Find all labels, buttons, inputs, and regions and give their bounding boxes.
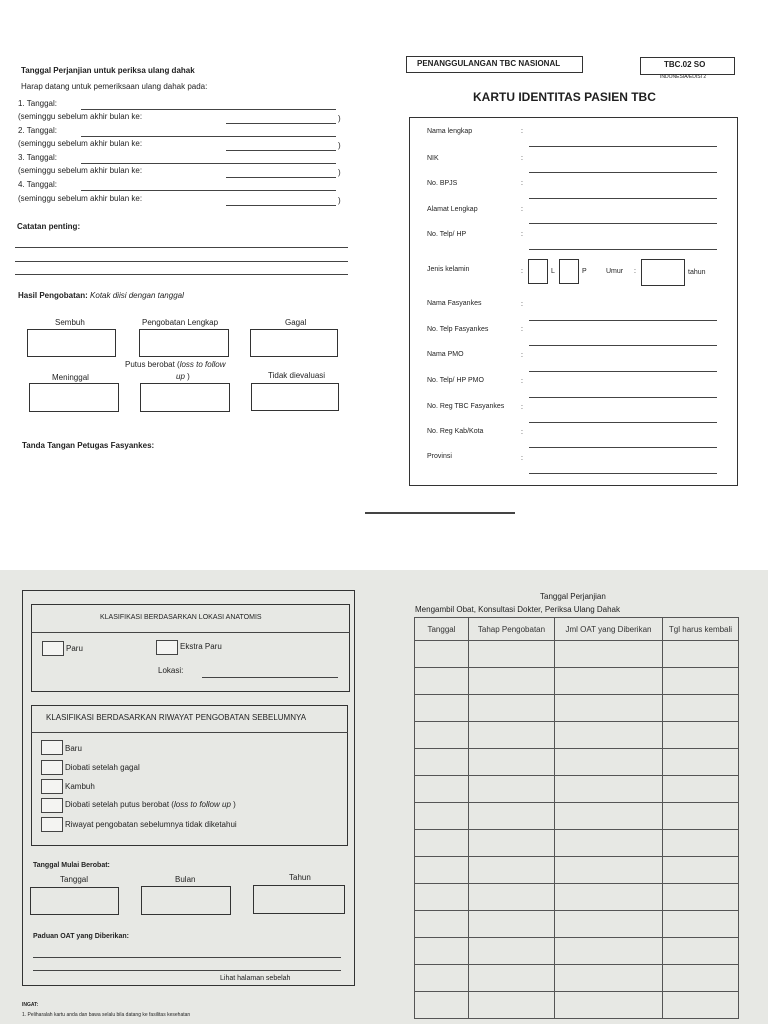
result-box-not-evaluated[interactable] — [251, 383, 339, 411]
start-day-input[interactable] — [30, 887, 119, 915]
identity-field-colon: : — [521, 326, 523, 333]
schedule-cell[interactable] — [469, 992, 555, 1019]
remember-title: INGAT: — [22, 1002, 39, 1008]
regimen-label: Paduan OAT yang Diberikan: — [33, 933, 129, 940]
schedule-header-row — [415, 618, 739, 641]
history-ltfu-close: ) — [233, 800, 236, 809]
schedule-cell[interactable] — [415, 749, 469, 776]
identity-field-input[interactable] — [529, 198, 717, 199]
form-edition: INDONESIA/EDISI 2 — [660, 74, 707, 80]
schedule-cell[interactable] — [663, 749, 739, 776]
schedule-cell[interactable] — [415, 803, 469, 830]
history-ltfu-text: Diobati setelah putus berobat ( — [65, 800, 174, 809]
schedule-col-phase: Tahap Pengobatan — [469, 618, 555, 641]
appointment-month-field[interactable] — [226, 177, 336, 178]
identity-field-colon: : — [521, 404, 523, 411]
schedule-cell[interactable] — [555, 803, 663, 830]
table-row — [415, 830, 739, 857]
table-row — [415, 884, 739, 911]
schedule-cell[interactable] — [469, 965, 555, 992]
location-label: Lokasi: — [158, 666, 184, 675]
gender-male-label: L — [551, 268, 555, 275]
history-checkbox-after-ltfu[interactable] — [41, 798, 63, 813]
appointment-month-note: (seminggu sebelum akhir bulan ke: — [18, 194, 143, 203]
result-box-lost[interactable] — [140, 383, 230, 412]
notes-line[interactable] — [15, 274, 348, 275]
result-label-sembuh: Sembuh — [55, 318, 85, 327]
history-checkbox-unknown[interactable] — [41, 817, 63, 832]
schedule-cell[interactable] — [469, 938, 555, 965]
schedule-cell[interactable] — [663, 965, 739, 992]
schedule-cell[interactable] — [555, 668, 663, 695]
identity-field-label: No. Telp/ HP PMO — [427, 377, 484, 384]
start-year-input[interactable] — [253, 885, 345, 914]
appointment-close-paren: ) — [338, 114, 341, 123]
result-box-sembuh[interactable] — [27, 329, 116, 357]
schedule-cell[interactable] — [663, 722, 739, 749]
identity-field-colon: : — [521, 128, 523, 135]
table-row — [415, 938, 739, 965]
appointment-month-field[interactable] — [226, 150, 336, 151]
results-title: Hasil Pengobatan: — [18, 291, 88, 300]
appointment-close-paren: ) — [338, 168, 341, 177]
program-name: PENANGGULANGAN TBC NASIONAL — [417, 59, 561, 68]
table-row — [415, 641, 739, 668]
identity-field-input[interactable] — [529, 447, 717, 448]
paru-label: Paru — [66, 644, 83, 653]
schedule-col-oat-count: Jml OAT yang Diberikan — [555, 618, 663, 641]
anatomic-title: KLASIFIKASI BERDASARKAN LOKASI ANATOMIS — [100, 614, 262, 621]
identity-field-label: No. Telp Fasyankes — [427, 326, 489, 333]
identity-field-input[interactable] — [529, 473, 717, 474]
identity-field-colon: : — [521, 268, 523, 275]
schedule-cell[interactable] — [469, 722, 555, 749]
schedule-cell[interactable] — [663, 938, 739, 965]
appointment-date-label: 2. Tanggal: — [18, 126, 57, 135]
result-box-failed[interactable] — [250, 329, 338, 357]
identity-field-label: No. Telp/ HP — [427, 231, 467, 238]
schedule-body — [415, 641, 739, 1019]
result-label-failed: Gagal — [285, 318, 307, 327]
schedule-cell[interactable] — [555, 938, 663, 965]
regimen-line[interactable] — [33, 957, 341, 958]
identity-field-label: Nama PMO — [427, 351, 464, 358]
gender-female-label: P — [582, 268, 587, 275]
result-lost-italic-2: up — [176, 372, 185, 381]
paru-checkbox[interactable] — [42, 641, 64, 656]
appointment-date-label: 4. Tanggal: — [18, 180, 57, 189]
schedule-cell[interactable] — [555, 641, 663, 668]
table-row — [415, 668, 739, 695]
ekstra-paru-checkbox[interactable] — [156, 640, 178, 655]
table-row — [415, 722, 739, 749]
identity-field-input[interactable] — [529, 146, 717, 147]
appointment-date-label: 1. Tanggal: — [18, 99, 57, 108]
identity-field-input[interactable] — [529, 371, 717, 372]
schedule-cell[interactable] — [415, 965, 469, 992]
schedule-cell[interactable] — [555, 830, 663, 857]
appointment-month-note: (seminggu sebelum akhir bulan ke: — [18, 166, 143, 175]
table-row — [415, 965, 739, 992]
result-label-complete: Pengobatan Lengkap — [142, 318, 219, 327]
result-label-died: Meninggal — [52, 373, 89, 382]
appointment-month-note: (seminggu sebelum akhir bulan ke: — [18, 139, 143, 148]
age-input[interactable] — [641, 259, 685, 286]
appointment-close-paren: ) — [338, 196, 341, 205]
identity-field-colon: : — [521, 455, 523, 462]
appointment-month-field[interactable] — [226, 123, 336, 124]
identity-field-colon: : — [521, 180, 523, 187]
schedule-cell[interactable] — [663, 641, 739, 668]
schedule-cell[interactable] — [663, 911, 739, 938]
result-box-complete[interactable] — [139, 329, 229, 357]
result-lost-close: ) — [187, 372, 190, 381]
identity-field-label: No. Reg TBC Fasyankes — [427, 403, 505, 410]
schedule-cell[interactable] — [555, 749, 663, 776]
schedule-cell[interactable] — [555, 965, 663, 992]
identity-field-colon: : — [521, 301, 523, 308]
table-row — [415, 803, 739, 830]
schedule-cell[interactable] — [555, 722, 663, 749]
appointment-month-field[interactable] — [226, 205, 336, 206]
schedule-cell[interactable] — [469, 695, 555, 722]
schedule-col-return-date: Tgl harus kembali — [663, 618, 739, 641]
schedule-cell[interactable] — [469, 911, 555, 938]
gender-male-checkbox[interactable] — [528, 259, 548, 284]
identity-field-colon: : — [521, 378, 523, 385]
identity-field-input[interactable] — [529, 422, 717, 423]
schedule-col-date: Tanggal — [415, 618, 469, 641]
identity-field-colon: : — [521, 231, 523, 238]
schedule-cell[interactable] — [415, 776, 469, 803]
appointment-close-paren: ) — [338, 141, 341, 150]
anatomic-divider — [31, 632, 350, 633]
identity-field-label: No. BPJS — [427, 180, 458, 187]
history-label-relapse: Kambuh — [65, 782, 95, 791]
appointment-date-field[interactable] — [81, 136, 336, 137]
schedule-cell[interactable] — [555, 776, 663, 803]
result-lost-text: Putus berobat ( — [125, 360, 180, 369]
history-label-after-failure: Diobati setelah gagal — [65, 763, 140, 772]
table-row — [415, 857, 739, 884]
history-checkbox-new[interactable] — [41, 740, 63, 755]
identity-field-colon: : — [521, 155, 523, 162]
location-input[interactable] — [202, 677, 338, 678]
start-day-label: Tanggal — [60, 875, 89, 884]
schedule-cell[interactable] — [555, 695, 663, 722]
result-label-not-evaluated: Tidak dievaluasi — [268, 371, 326, 380]
schedule-cell[interactable] — [469, 884, 555, 911]
history-checkbox-after-failure[interactable] — [41, 760, 63, 775]
appointment-date-field[interactable] — [81, 163, 336, 164]
identity-field-label: Jenis kelamin — [427, 266, 470, 273]
remember-note: 1. Peliharalah kartu anda dan bawa selalu bila datang ke fasilitas kesehatan — [22, 1012, 191, 1018]
table-row — [415, 776, 739, 803]
start-year-label: Tahun — [289, 873, 311, 882]
result-lost-italic: loss to follow — [179, 360, 226, 369]
history-divider — [31, 732, 348, 733]
identity-field-input[interactable] — [529, 249, 717, 250]
start-date-title: Tanggal Mulai Berobat: — [33, 862, 110, 869]
schedule-cell[interactable] — [415, 722, 469, 749]
identity-field-input[interactable] — [529, 345, 717, 346]
identity-field-input[interactable] — [529, 223, 717, 224]
result-label-lost — [125, 361, 226, 369]
history-ltfu-italic: loss to follow up — [173, 800, 231, 809]
schedule-cell[interactable] — [415, 695, 469, 722]
schedule-cell[interactable] — [415, 641, 469, 668]
history-title: KLASIFIKASI BERDASARKAN RIWAYAT PENGOBATAN SEBELUMNYA — [46, 713, 307, 722]
identity-field-colon: : — [521, 206, 523, 213]
regimen-line[interactable] — [33, 970, 341, 971]
see-previous-page: Lihat halaman sebelah — [220, 975, 291, 982]
schedule-cell[interactable] — [555, 911, 663, 938]
history-checkbox-relapse[interactable] — [41, 779, 63, 794]
schedule-cell[interactable] — [469, 803, 555, 830]
identity-field-label: Provinsi — [427, 453, 452, 460]
result-box-died[interactable] — [29, 383, 119, 412]
page-gap — [0, 513, 768, 570]
age-label: Umur — [606, 268, 624, 275]
schedule-cell[interactable] — [469, 641, 555, 668]
card-title: KARTU IDENTITAS PASIEN TBC — [473, 90, 656, 104]
table-row — [415, 911, 739, 938]
gender-female-checkbox[interactable] — [559, 259, 579, 284]
history-label-after-ltfu — [65, 801, 236, 809]
history-label-new: Baru — [65, 744, 82, 753]
schedule-cell[interactable] — [663, 695, 739, 722]
schedule-cell[interactable] — [555, 884, 663, 911]
schedule-cell[interactable] — [469, 668, 555, 695]
schedule-cell[interactable] — [663, 668, 739, 695]
notes-line[interactable] — [15, 247, 348, 248]
schedule-cell[interactable] — [555, 992, 663, 1019]
schedule-cell[interactable] — [415, 668, 469, 695]
history-label-unknown: Riwayat pengobatan sebelumnya tidak diketahui — [65, 820, 237, 829]
schedule-cell[interactable] — [415, 884, 469, 911]
schedule-subtitle: Mengambil Obat, Konsultasi Dokter, Periksa Ulang Dahak — [415, 605, 620, 614]
appointment-date-label: 3. Tanggal: — [18, 153, 57, 162]
schedule-cell[interactable] — [663, 830, 739, 857]
identity-field-colon: : — [521, 429, 523, 436]
identity-field-input[interactable] — [529, 172, 717, 173]
appointment-instruction: Harap datang untuk pemeriksaan ulang dahak pada: — [21, 82, 208, 91]
identity-field-input[interactable] — [529, 320, 717, 321]
table-row — [415, 992, 739, 1019]
identity-field-label: Nama Fasyankes — [427, 300, 482, 307]
schedule-cell[interactable] — [415, 911, 469, 938]
results-heading — [18, 292, 184, 300]
schedule-table — [414, 617, 739, 1019]
schedule-cell[interactable] — [663, 857, 739, 884]
identity-field-label: Alamat Lengkap — [427, 206, 478, 213]
identity-field-input[interactable] — [529, 397, 717, 398]
schedule-cell[interactable] — [555, 857, 663, 884]
signature-label: Tanda Tangan Petugas Fasyankes: — [22, 441, 155, 450]
appointment-title: Tanggal Perjanjian untuk periksa ulang dahak — [21, 66, 195, 75]
schedule-cell[interactable] — [469, 749, 555, 776]
schedule-cell[interactable] — [415, 992, 469, 1019]
results-subtitle: Kotak diisi dengan tanggal — [90, 291, 184, 300]
ekstra-paru-label: Ekstra Paru — [180, 642, 222, 651]
notes-line[interactable] — [15, 261, 348, 262]
identity-field-colon: : — [521, 352, 523, 359]
schedule-cell[interactable] — [415, 938, 469, 965]
age-unit: tahun — [688, 269, 706, 276]
age-colon: : — [634, 268, 636, 275]
appointment-month-note: (seminggu sebelum akhir bulan ke: — [18, 112, 143, 121]
start-month-input[interactable] — [141, 886, 231, 915]
table-row — [415, 695, 739, 722]
result-label-lost-cont — [176, 373, 190, 381]
identity-field-label: Nama lengkap — [427, 128, 473, 135]
schedule-title: Tanggal Perjanjian — [540, 592, 606, 601]
identity-field-label: No. Reg Kab/Kota — [427, 428, 484, 435]
appointment-date-field[interactable] — [81, 109, 336, 110]
notes-label: Catatan penting: — [17, 222, 81, 231]
form-code: TBC.02 SO — [664, 60, 706, 69]
start-month-label: Bulan — [175, 875, 196, 884]
schedule-cell[interactable] — [663, 992, 739, 1019]
schedule-cell[interactable] — [415, 830, 469, 857]
schedule-cell[interactable] — [663, 776, 739, 803]
schedule-cell[interactable] — [469, 857, 555, 884]
schedule-cell[interactable] — [663, 803, 739, 830]
schedule-cell[interactable] — [663, 884, 739, 911]
appointment-date-field[interactable] — [81, 190, 336, 191]
fold-line — [365, 512, 515, 514]
schedule-cell[interactable] — [469, 776, 555, 803]
table-row — [415, 749, 739, 776]
schedule-cell[interactable] — [469, 830, 555, 857]
schedule-cell[interactable] — [415, 857, 469, 884]
identity-field-label: NIK — [427, 155, 439, 162]
